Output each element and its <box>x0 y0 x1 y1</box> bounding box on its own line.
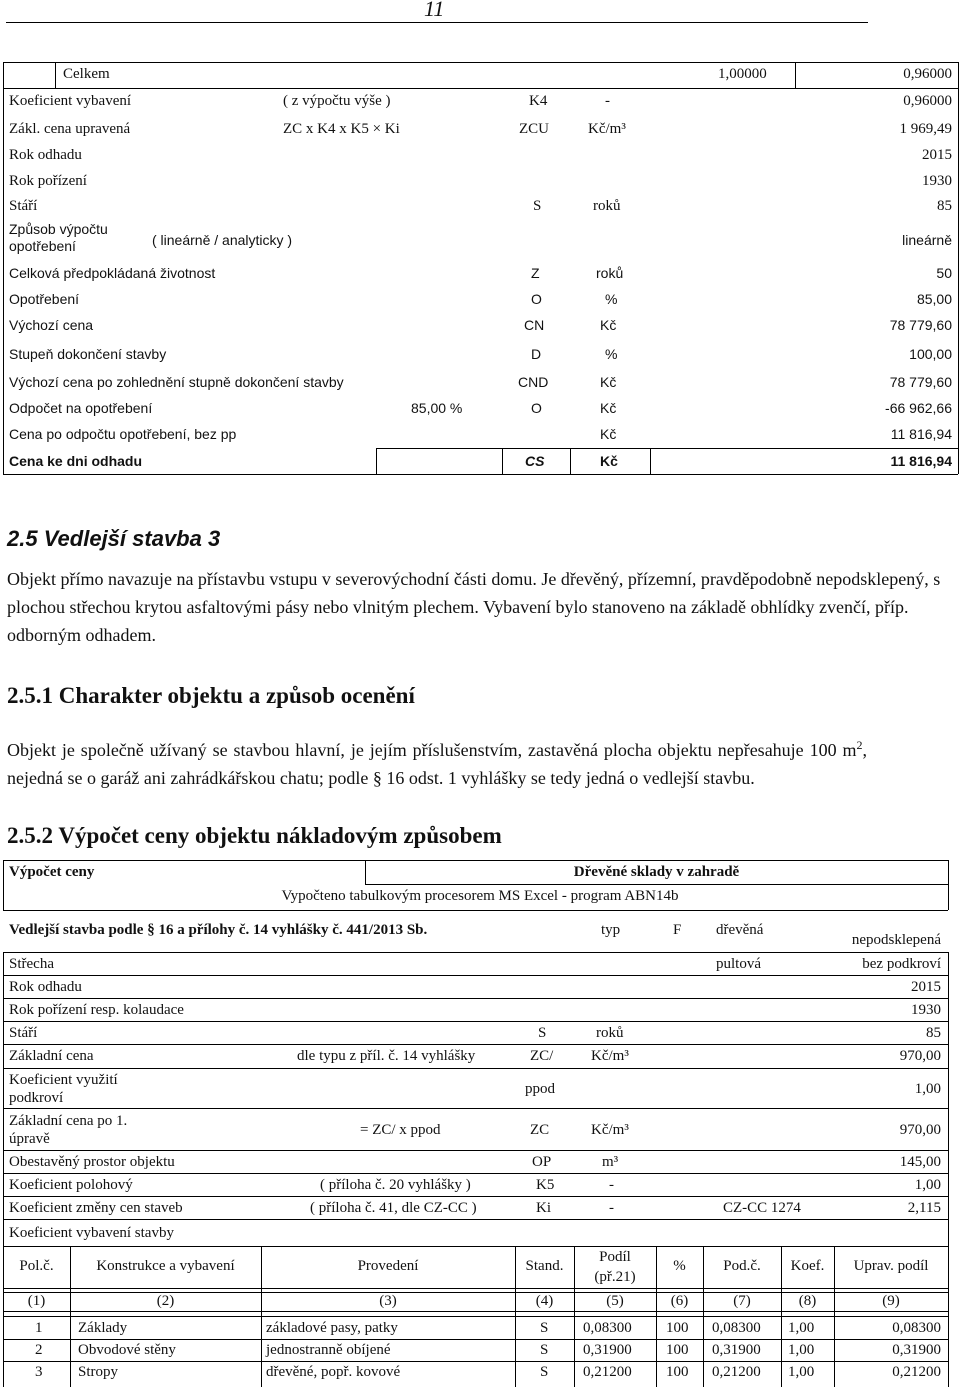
table1-label: Cena ke dni odhadu <box>9 453 143 469</box>
table2-cell: ZC/ <box>530 1048 554 1064</box>
table3-row-line <box>3 1316 948 1317</box>
page-number: 11 <box>424 0 445 21</box>
table1-cell: ( lineárně / analyticky ) <box>152 232 293 248</box>
table1-divider <box>376 448 377 474</box>
table1-value: lineárně <box>902 232 952 248</box>
table1-cell: O <box>531 291 542 307</box>
table2-cell: CZ-CC 1274 <box>723 1200 801 1216</box>
table3-colnum: (7) <box>733 1293 751 1309</box>
table3-colnum: (3) <box>379 1293 397 1309</box>
table1-cell: Kč <box>600 400 617 416</box>
table3-row-line <box>3 1288 948 1289</box>
table3-cell: Obvodové stěny <box>78 1342 176 1358</box>
table3-cell: základové pasy, patky <box>266 1320 398 1336</box>
table3-cell: 0,21200 <box>892 1364 941 1380</box>
table3-cell: 1,00 <box>788 1342 815 1358</box>
table2-value: bez podkroví <box>862 956 941 972</box>
table1-divider <box>570 448 571 474</box>
section-2-5-1-text-b: , nejedná se o garáž ani zahrádkářskou chatu; podle § 16 odst. 1 vyhlášky se tedy jedná o vedlejší stavbu. <box>7 740 867 788</box>
table2-label: Střecha <box>9 956 54 972</box>
table1-label: Koeficient vybavení <box>9 93 132 109</box>
table2-value: 1,00 <box>914 1081 941 1097</box>
table3-cell: 100 <box>666 1320 689 1336</box>
table1-value: 100,00 <box>909 346 952 362</box>
table2-type-extra: nepodsklepená <box>851 932 941 948</box>
table2-cell: = ZC/ x ppod <box>360 1122 441 1138</box>
table2-cell: K5 <box>536 1177 555 1193</box>
table2-row-line <box>3 1196 948 1197</box>
table3-cell: Základy <box>78 1320 128 1336</box>
table1-cell: 85,00 % <box>411 400 463 416</box>
table3-cell: 100 <box>666 1342 689 1358</box>
table2-label: Stáří <box>9 1025 38 1041</box>
table1-value: 1 969,49 <box>899 121 952 137</box>
table2-cell: ppod <box>525 1081 555 1097</box>
table2-row-line <box>3 1044 948 1045</box>
table1-cell: CS <box>525 453 545 469</box>
table3-header: Pod.č. <box>723 1258 761 1274</box>
table2-cell: ZC <box>530 1122 550 1138</box>
table1-label: Výchozí cena po zohlednění stupně dokončení stavby <box>9 374 344 390</box>
table1-label: Celkem <box>63 66 110 82</box>
table1-cell: K4 <box>529 93 548 109</box>
table3-row-line <box>3 1339 948 1340</box>
table2-border <box>3 860 4 910</box>
table3-cell: S <box>540 1364 549 1380</box>
table2-label: Koeficient vybavení stavby <box>9 1225 174 1241</box>
table1-label: Výchozí cena <box>9 317 94 333</box>
table2-row-line <box>3 1219 948 1220</box>
table1-divider <box>502 448 503 474</box>
table1-value: 0,96000 <box>903 93 952 109</box>
section-2-5-text: Objekt přímo navazuje na přístavbu vstupu v severovýchodní části domu. Je dřevěný, přízemní, pravděpodobně nepodsklepený, s plochou střechou krytou asfaltovými pásy nebo vlnitým plechem. Vybavení bylo stanoveno na základě obhlídky zvenčí, příp. odborným odhadem. <box>7 569 941 645</box>
table1-cell: % <box>605 346 618 362</box>
section-2-5-1-sup: 2 <box>856 738 863 752</box>
table1-cell: Kč <box>600 374 617 390</box>
table2-border <box>948 860 949 910</box>
table1-label: Opotřebení <box>9 291 80 307</box>
table2-type-label: Vedlejší stavba podle § 16 a přílohy č. 14 vyhlášky č. 441/2013 Sb. <box>9 922 428 938</box>
table1-value: 85,00 <box>916 291 952 307</box>
table2-cell: - <box>609 1200 614 1216</box>
table3-colnum: (4) <box>535 1293 554 1309</box>
table1-divider <box>795 62 796 88</box>
table1-value: 50 <box>936 265 952 281</box>
table3-cell: 0,31900 <box>583 1342 632 1358</box>
table1-value: 78 779,60 <box>889 374 952 390</box>
table3-cell: 1,00 <box>788 1364 815 1380</box>
table1-label: Stupeň dokončení stavby <box>9 346 167 362</box>
table3-cell: 0,21200 <box>712 1364 761 1380</box>
table1-cell: D <box>531 346 542 362</box>
table3-header: Stand. <box>525 1258 564 1274</box>
table1-value: 78 779,60 <box>889 317 952 333</box>
table1-label: Stáří <box>9 198 38 214</box>
table2-row-line <box>3 1150 948 1151</box>
table2-value: 1,00 <box>914 1177 941 1193</box>
table2-cell: Ki <box>536 1200 551 1216</box>
table3-header: % <box>673 1258 686 1274</box>
table2-cell: Kč/m³ <box>591 1122 629 1138</box>
table3-cell: 0,21200 <box>583 1364 632 1380</box>
table1-value: 1930 <box>922 173 952 189</box>
table2-label: Koeficient polohový <box>9 1177 133 1193</box>
table3-cell: 3 <box>35 1364 43 1380</box>
table1-label: Rok odhadu <box>9 147 82 163</box>
table1-label: Odpočet na opotřebení <box>9 400 153 416</box>
table1-cell: ZCU <box>519 121 549 137</box>
table1-cell: ZC x K4 x K5 × Ki <box>283 121 400 137</box>
table2-cell: - <box>609 1177 614 1193</box>
table1-cell: 1,00000 <box>718 66 767 82</box>
table2-label: Základní cena po 1. úpravě <box>9 1113 128 1147</box>
table2-row-line <box>3 1246 948 1247</box>
table1-border <box>958 62 959 474</box>
table3-colnum: (5) <box>606 1293 624 1309</box>
table2-cell: pultová <box>716 956 761 972</box>
table3-cell: S <box>540 1320 549 1336</box>
table1-border <box>3 62 4 474</box>
table1-border <box>3 62 958 63</box>
table3-cell: 1,00 <box>788 1320 815 1336</box>
table2-row-line <box>3 1108 948 1109</box>
table1-value: 0,96000 <box>903 66 952 82</box>
table1-divider <box>3 88 958 89</box>
table2-label: Základní cena <box>9 1048 94 1064</box>
table2-cell: S <box>538 1025 547 1041</box>
table1-cell: Kč <box>600 426 617 442</box>
table1-cell: ( z výpočtu výše ) <box>283 93 391 109</box>
table2-border <box>3 860 948 861</box>
table1-value: 11 816,94 <box>890 426 952 442</box>
table2-cell: m³ <box>602 1154 619 1170</box>
table2-row-line <box>3 1068 948 1069</box>
table3-cell: 0,08300 <box>583 1320 632 1336</box>
table3-header: Pol.č. <box>19 1258 54 1274</box>
table2-cell: ( příloha č. 20 vyhlášky ) <box>320 1177 471 1193</box>
table2-label: Obestavěný prostor objektu <box>9 1154 175 1170</box>
table1-label: Cena po odpočtu opotřebení, bez pp <box>9 426 237 442</box>
table1-cell: Kč <box>600 317 617 333</box>
table2-border <box>3 952 4 1246</box>
table3-header: Koef. <box>790 1258 825 1274</box>
table3-col-line <box>948 1246 949 1387</box>
table1-cell: % <box>605 291 618 307</box>
table2-border <box>948 952 949 1246</box>
table1-border <box>3 474 958 475</box>
table3-header: Uprav. podíl <box>853 1258 929 1274</box>
table2-label: Koeficient využití podkroví <box>9 1072 118 1106</box>
table2-value: 2,115 <box>907 1200 941 1216</box>
table3-cell: 100 <box>666 1364 689 1380</box>
table3-header: Konstrukce a vybavení <box>96 1258 235 1274</box>
table2-row-line <box>3 998 948 999</box>
table3-cell: 0,31900 <box>892 1342 941 1358</box>
table2-value: 970,00 <box>899 1122 941 1138</box>
table2-type-typ: typ <box>601 922 621 938</box>
table2-value: 2015 <box>911 979 941 995</box>
table1-label: Způsob výpočtu opotřebení <box>9 221 108 254</box>
table3-header: Podíl (př.21) <box>594 1249 636 1285</box>
table2-type-code: F <box>673 922 682 938</box>
table3-row-line <box>3 1361 948 1362</box>
table2-label: Rok odhadu <box>9 979 82 995</box>
table3-cell: S <box>540 1342 549 1358</box>
section-heading-2-5: 2.5 Vedlejší stavba 3 <box>7 526 221 551</box>
table1-cell: Kč <box>600 453 618 469</box>
table1-value: 85 <box>937 198 952 214</box>
table1-cell: - <box>605 93 610 109</box>
section-heading-2-5-1: 2.5.1 Charakter objektu a způsob ocenění <box>7 683 415 708</box>
table2-value: 145,00 <box>899 1154 941 1170</box>
table2-label: Koeficient změny cen staveb <box>9 1200 183 1216</box>
table1-label: Rok pořízení <box>9 173 87 189</box>
table2-title-left: Výpočet ceny <box>9 864 95 880</box>
table2-type-material: dřevěná <box>716 922 764 938</box>
table1-value: -66 962,66 <box>885 400 952 416</box>
table2-value: 970,00 <box>899 1048 941 1064</box>
table3-row-line <box>3 1311 948 1312</box>
table2-row-line <box>3 1173 948 1174</box>
table3-colnum: (1) <box>27 1293 46 1309</box>
table3-cell: dřevěné, popř. kovové <box>266 1364 401 1380</box>
header-rule <box>6 22 868 23</box>
table1-value: 11 816,94 <box>890 453 952 469</box>
table1-cell: CN <box>524 317 545 333</box>
table1-divider <box>55 62 56 88</box>
table2-row-line <box>3 1021 948 1022</box>
table1-label: Zákl. cena upravená <box>9 121 131 137</box>
table2-cell: Kč/m³ <box>591 1048 629 1064</box>
table3-cell: 1 <box>35 1320 43 1336</box>
table1-cell: S <box>533 198 542 214</box>
table2-row-line <box>3 975 948 976</box>
table3-cell: 0,08300 <box>712 1320 761 1336</box>
table3-cell: Stropy <box>78 1364 119 1380</box>
table2-value: 85 <box>926 1025 941 1041</box>
table2-subtitle: Vypočteno tabulkovým procesorem MS Excel - program ABN14b <box>281 888 679 904</box>
table2-border <box>3 910 948 911</box>
table2-cell: OP <box>532 1154 552 1170</box>
table2-cell: roků <box>596 1025 624 1041</box>
table3-cell: 2 <box>35 1342 43 1358</box>
table1-cell: O <box>531 400 542 416</box>
table1-cell: roků <box>596 265 624 281</box>
table3-cell: 0,08300 <box>892 1320 941 1336</box>
table2-label: Rok pořízení resp. kolaudace <box>9 1002 184 1018</box>
table2-cell: dle typu z příl. č. 14 vyhlášky <box>297 1048 476 1064</box>
section-2-5-1-text-a: Objekt je společně užívaný se stavbou hlavní, je jejím příslušenstvím, zastavěná plocha objektu nepřesahuje 100 m <box>7 740 857 760</box>
table1-cell: CND <box>518 374 549 390</box>
table1-value: 2015 <box>922 147 952 163</box>
table2-title-right: Dřevěné sklady v zahradě <box>573 864 740 880</box>
table3-cell: jednostranně obíjené <box>266 1342 391 1358</box>
table1-divider <box>376 448 958 449</box>
table2-cell: ( příloha č. 41, dle CZ-CC ) <box>310 1200 477 1216</box>
table2-value: 1930 <box>911 1002 941 1018</box>
table1-label: Celková předpokládaná životnost <box>9 265 216 281</box>
table3-colnum: (8) <box>798 1293 817 1309</box>
section-2-5-1-text <box>7 731 867 792</box>
table1-cell: roků <box>593 198 621 214</box>
section-heading-2-5-2: 2.5.2 Výpočet ceny objektu nákladovým způsobem <box>7 823 502 848</box>
table1-cell: Kč/m³ <box>588 121 626 137</box>
table2-border <box>3 952 948 953</box>
table2-border <box>365 884 948 885</box>
table1-cell: Z <box>531 265 540 281</box>
table3-colnum: (2) <box>156 1293 175 1309</box>
table3-header: Provedení <box>357 1258 419 1274</box>
table1-divider <box>650 448 651 474</box>
table3-colnum: (6) <box>670 1293 689 1309</box>
table3-colnum: (9) <box>882 1293 900 1309</box>
table3-cell: 0,31900 <box>712 1342 761 1358</box>
